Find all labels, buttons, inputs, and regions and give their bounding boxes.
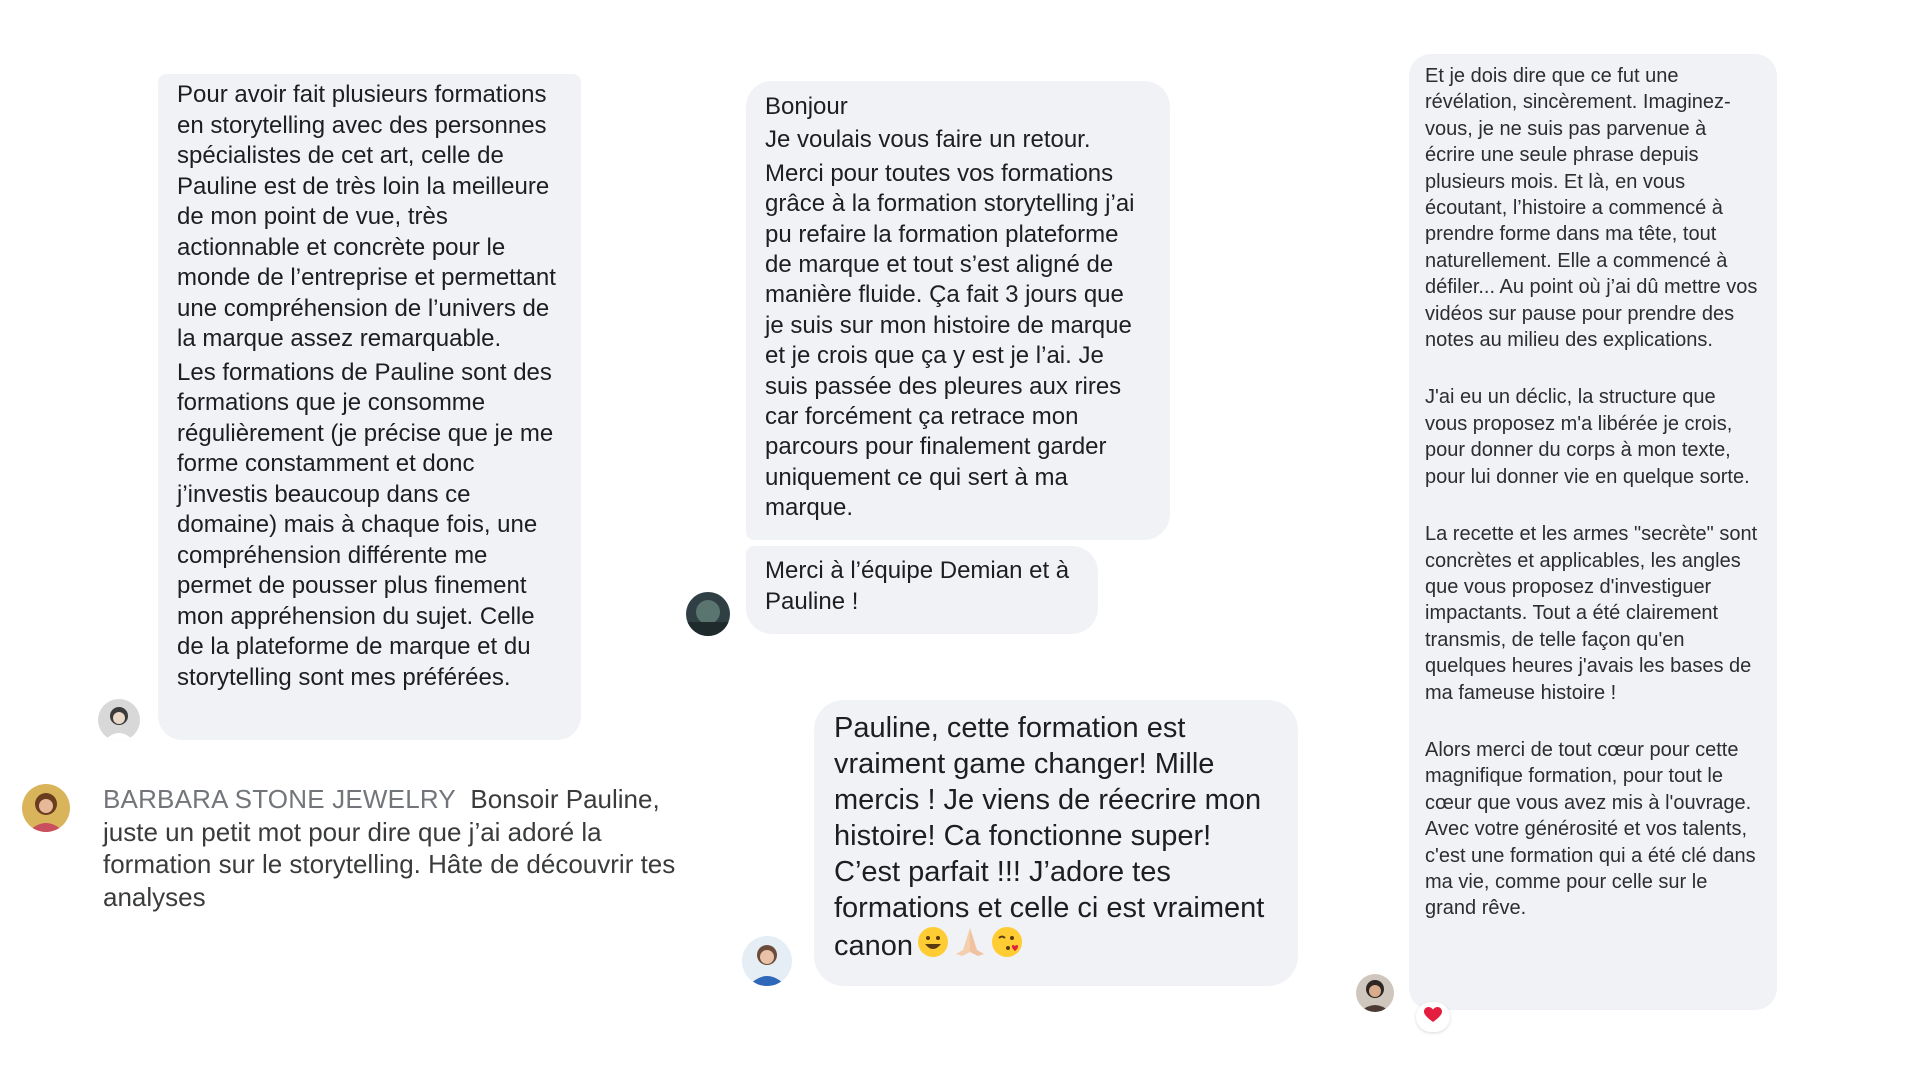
heart-icon	[1424, 1007, 1442, 1028]
message-paragraph: Et je dois dire que ce fut une révélation, sincèrement. Imaginez-vous, je ne suis pas parvenue à écrire une seule phrase depuis plusieurs mois. Et là, en vous écoutant, l’histoire a commencé à prendre forme dans ma tête, tout naturellement. Elle a commencé à défiler... Au point où j’ai dû mettre vos vidéos sur pause pour prendre des notes au milieu des explications.	[1425, 65, 1758, 352]
message-paragraph: La recette et les armes "secrète" sont concrètes et applicables, les angles que vous proposez d'investiguer impactants. Tout a été clairement transmis, de telle façon qu'en quelques heures j'avais les bases de ma fameuse histoire !	[1425, 523, 1758, 704]
user-avatar-icon[interactable]	[686, 592, 730, 636]
face-blowing-kiss-icon	[991, 926, 1023, 967]
heart-reaction[interactable]	[1416, 1002, 1450, 1032]
user-avatar-icon[interactable]	[1356, 974, 1394, 1012]
user-avatar-icon[interactable]	[742, 936, 792, 986]
user-avatar-icon[interactable]	[98, 699, 140, 741]
testimonial-bubble	[1409, 54, 1777, 1010]
comment-author[interactable]: BARBARA STONE JEWELRY	[103, 784, 456, 814]
testimonial-bubble	[814, 700, 1298, 986]
message-paragraph: Merci pour toutes vos formations grâce à la formation storytelling j’ai pu refaire la formation plateforme de marque et tout s’est aligné de manière fluide. Ça fait 3 jours que je suis sur mon histoire de marque et je crois que ça y est je l’ai. Je suis passée des pleures aux rires car forcément ça retrace mon parcours pour finalement garder uniquement ce qui sert à ma marque.	[765, 159, 1135, 522]
user-avatar-icon[interactable]	[22, 784, 70, 832]
message-paragraph: Les formations de Pauline sont des formations que je consomme régulièrement (je précise que je me forme constamment et donc j’investis beaucoup dans ce domaine) mais à chaque fois, une compréhension différente me permet de pousser plus finement mon appréhension du sujet. Celle de la plateforme de marque et du storytelling sont mes préférées.	[177, 358, 554, 691]
message-paragraph: J'ai eu un déclic, la structure que vous proposez m'a libérée je crois, pour donner du corps à mon texte, pour lui donner vie en quelque sorte.	[1425, 386, 1750, 488]
message-paragraph: Bonjour	[765, 93, 848, 120]
message-paragraph: Pour avoir fait plusieurs formations en storytelling avec des personnes spécialistes de cet art, celle de Pauline est de très loin la meilleure de mon point de vue, très actionnable et concrète pour le monde de l’entreprise et permettant une compréhension de l’univers de la marque assez remarquable.	[177, 81, 556, 352]
testimonial-bubble	[746, 546, 1098, 634]
message-paragraph: Merci à l’équipe Demian et à Pauline !	[765, 557, 1070, 615]
grinning-face-icon	[917, 926, 949, 967]
message-paragraph: Je voulais vous faire un retour.	[765, 126, 1091, 154]
message-paragraph: Alors merci de tout cœur pour cette magnifique formation, pour tout le cœur que vous avez mis à l'ouvrage. Avec votre générosité et vos talents, c'est une formation qui a été clé dans ma vie, comme pour celle sur le grand rêve.	[1425, 738, 1756, 920]
praying-hands-icon	[953, 926, 987, 967]
comment-text: Bonsoir Pauline, juste un petit mot pour dire que j’ai adoré la formation sur le storytelling. Hâte de découvrir tes analyses	[103, 784, 676, 912]
testimonial-bubble	[158, 74, 581, 740]
testimonial-bubble	[746, 81, 1170, 540]
comment	[103, 783, 703, 913]
message-text: Pauline, cette formation est vraiment game changer! Mille mercis ! Je viens de réecrire mon histoire! Ca fonctionne super! C’est parfait !!! J’adore tes formations et celle ci est vraiment canon	[834, 712, 1265, 962]
